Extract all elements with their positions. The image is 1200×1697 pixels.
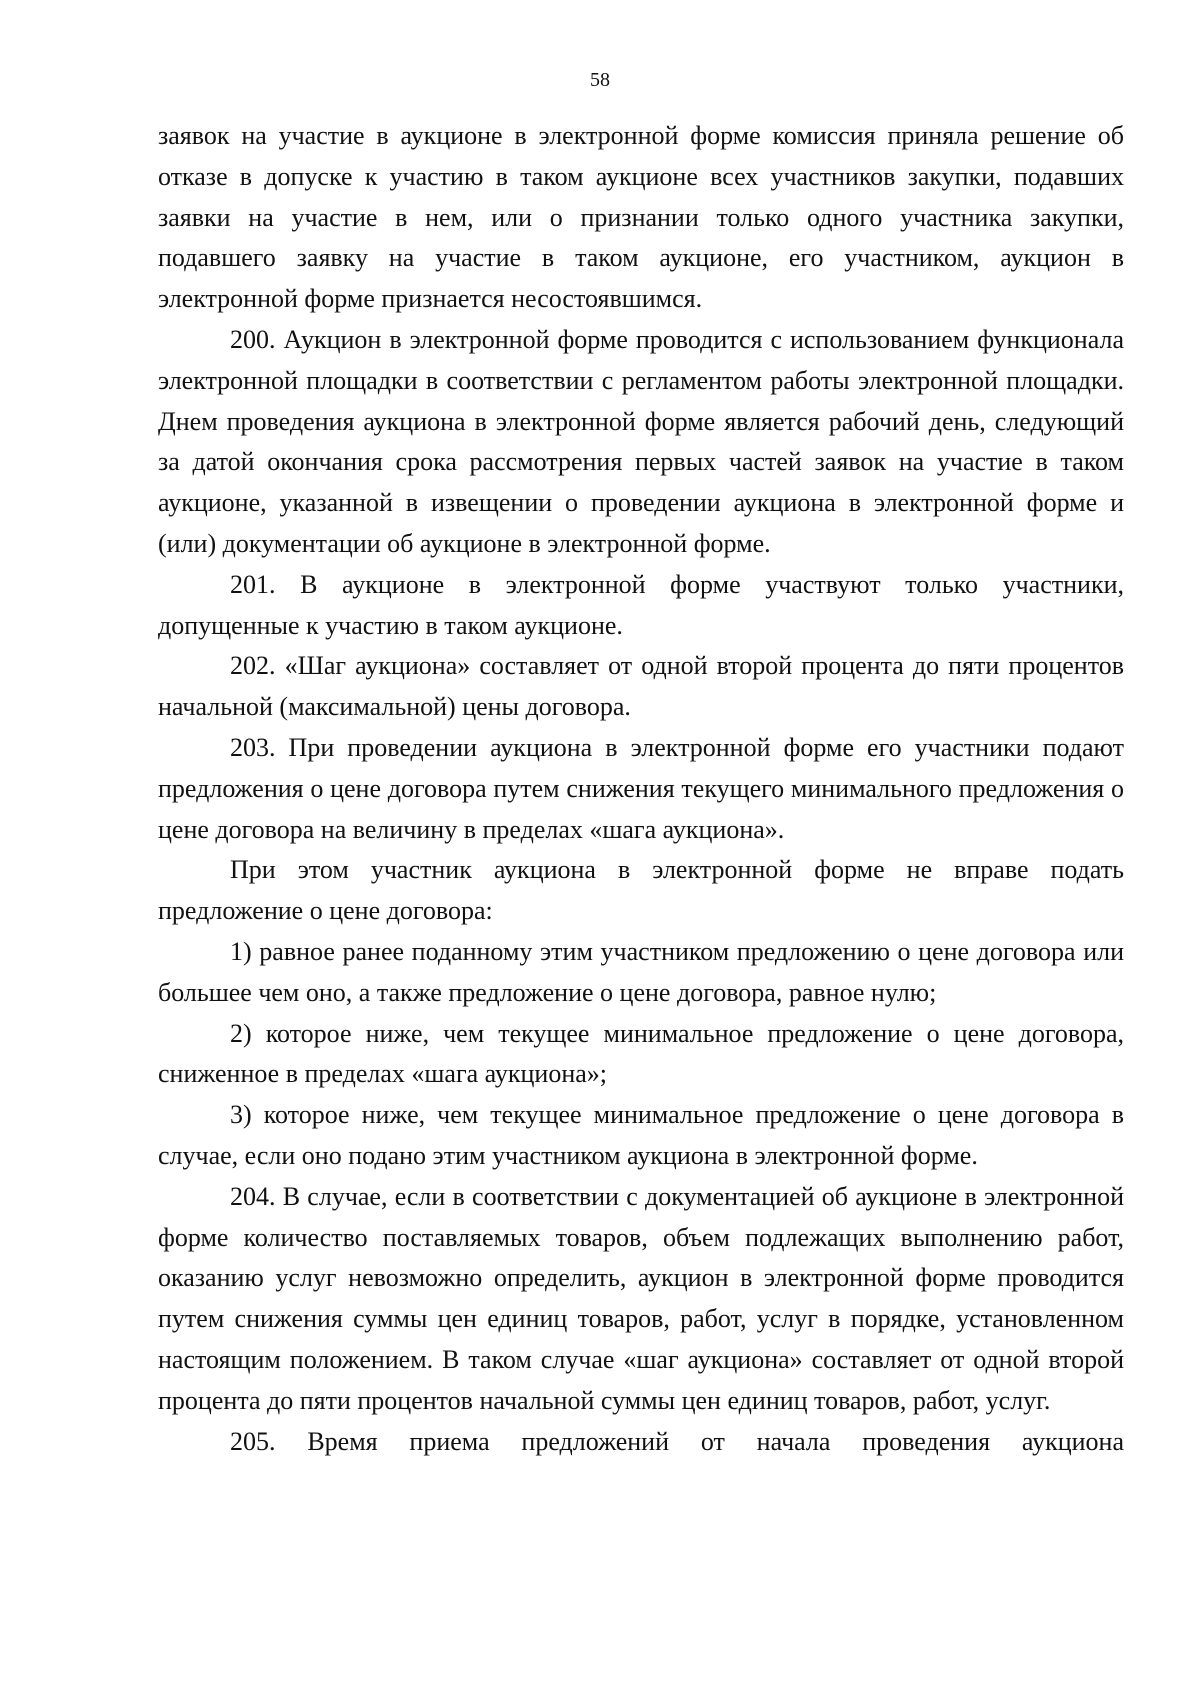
- paragraph-201: 201. В аукционе в электронной форме участвуют только участники, допущенные к участию в таком аукционе.: [158, 569, 1124, 640]
- paragraph-200: 200. Аукцион в электронной форме проводится с использованием функционала электронной площадки в соответствии с регламентом работы электронной площадки. Днем проведения аукциона в электронной форме является рабочий день, следующий за датой окончания срока рассмотрения первых частей заявок на участие в таком аукционе, указанной в извещении о проведении аукциона в электронной форме и (или) документации об аукционе в электронной форме.: [158, 324, 1124, 558]
- list-item-3: 3) которое ниже, чем текущее минимальное предложение о цене договора в случае, если оно подано этим участником аукциона в электронной форме.: [158, 1100, 1124, 1170]
- list-item-1: 1) равное ранее поданному этим участником предложению о цене договора или большее чем оно, а также предложение о цене договора, равное нулю;: [158, 936, 1124, 1007]
- page-number: 58: [590, 69, 610, 91]
- paragraph-202: 202. «Шаг аукциона» составляет от одной второй процента до пяти процентов начальной (максимальной) цены договора.: [158, 651, 1124, 722]
- paragraph-204: 204. В случае, если в соответствии с документацией об аукционе в электронной форме количество поставляемых товаров, объем подлежащих выполнению работ, оказанию услуг невозможно определить, аукцион в электронной форме проводится путем снижения суммы цен единиц товаров, работ, услуг в порядке, установленном настоящим положением. В таком случае «шаг аукциона» составляет от одной второй процента до пяти процентов начальной суммы цен единиц товаров, работ, услуг.: [158, 1181, 1124, 1415]
- paragraph-203-restriction: При этом участник аукциона в электронной форме не вправе подать предложение о цене договора:: [158, 855, 1124, 926]
- paragraph-203: 203. При проведении аукциона в электронной форме его участники подают предложения о цене договора путем снижения текущего минимального предложения о цене договора на величину в пределах «шага аукциона».: [158, 732, 1124, 844]
- paragraph-205: 205. Время приема предложений от начала проведения аукциона: [230, 1426, 1124, 1456]
- paragraph-continuation: заявок на участие в аукционе в электронной форме комиссия приняла решение об отказе в допуске к участию в таком аукционе всех участников закупки, подавших заявки на участие в нем, или о признании только одного участника закупки, подавшего заявку на участие в таком аукционе, его участником, аукцион в электронной форме признается несостоявшимся.: [158, 121, 1124, 314]
- document-body: [158, 116, 1124, 1462]
- list-item-2: 2) которое ниже, чем текущее минимальное предложение о цене договора, сниженное в пределах «шага аукциона»;: [158, 1018, 1124, 1089]
